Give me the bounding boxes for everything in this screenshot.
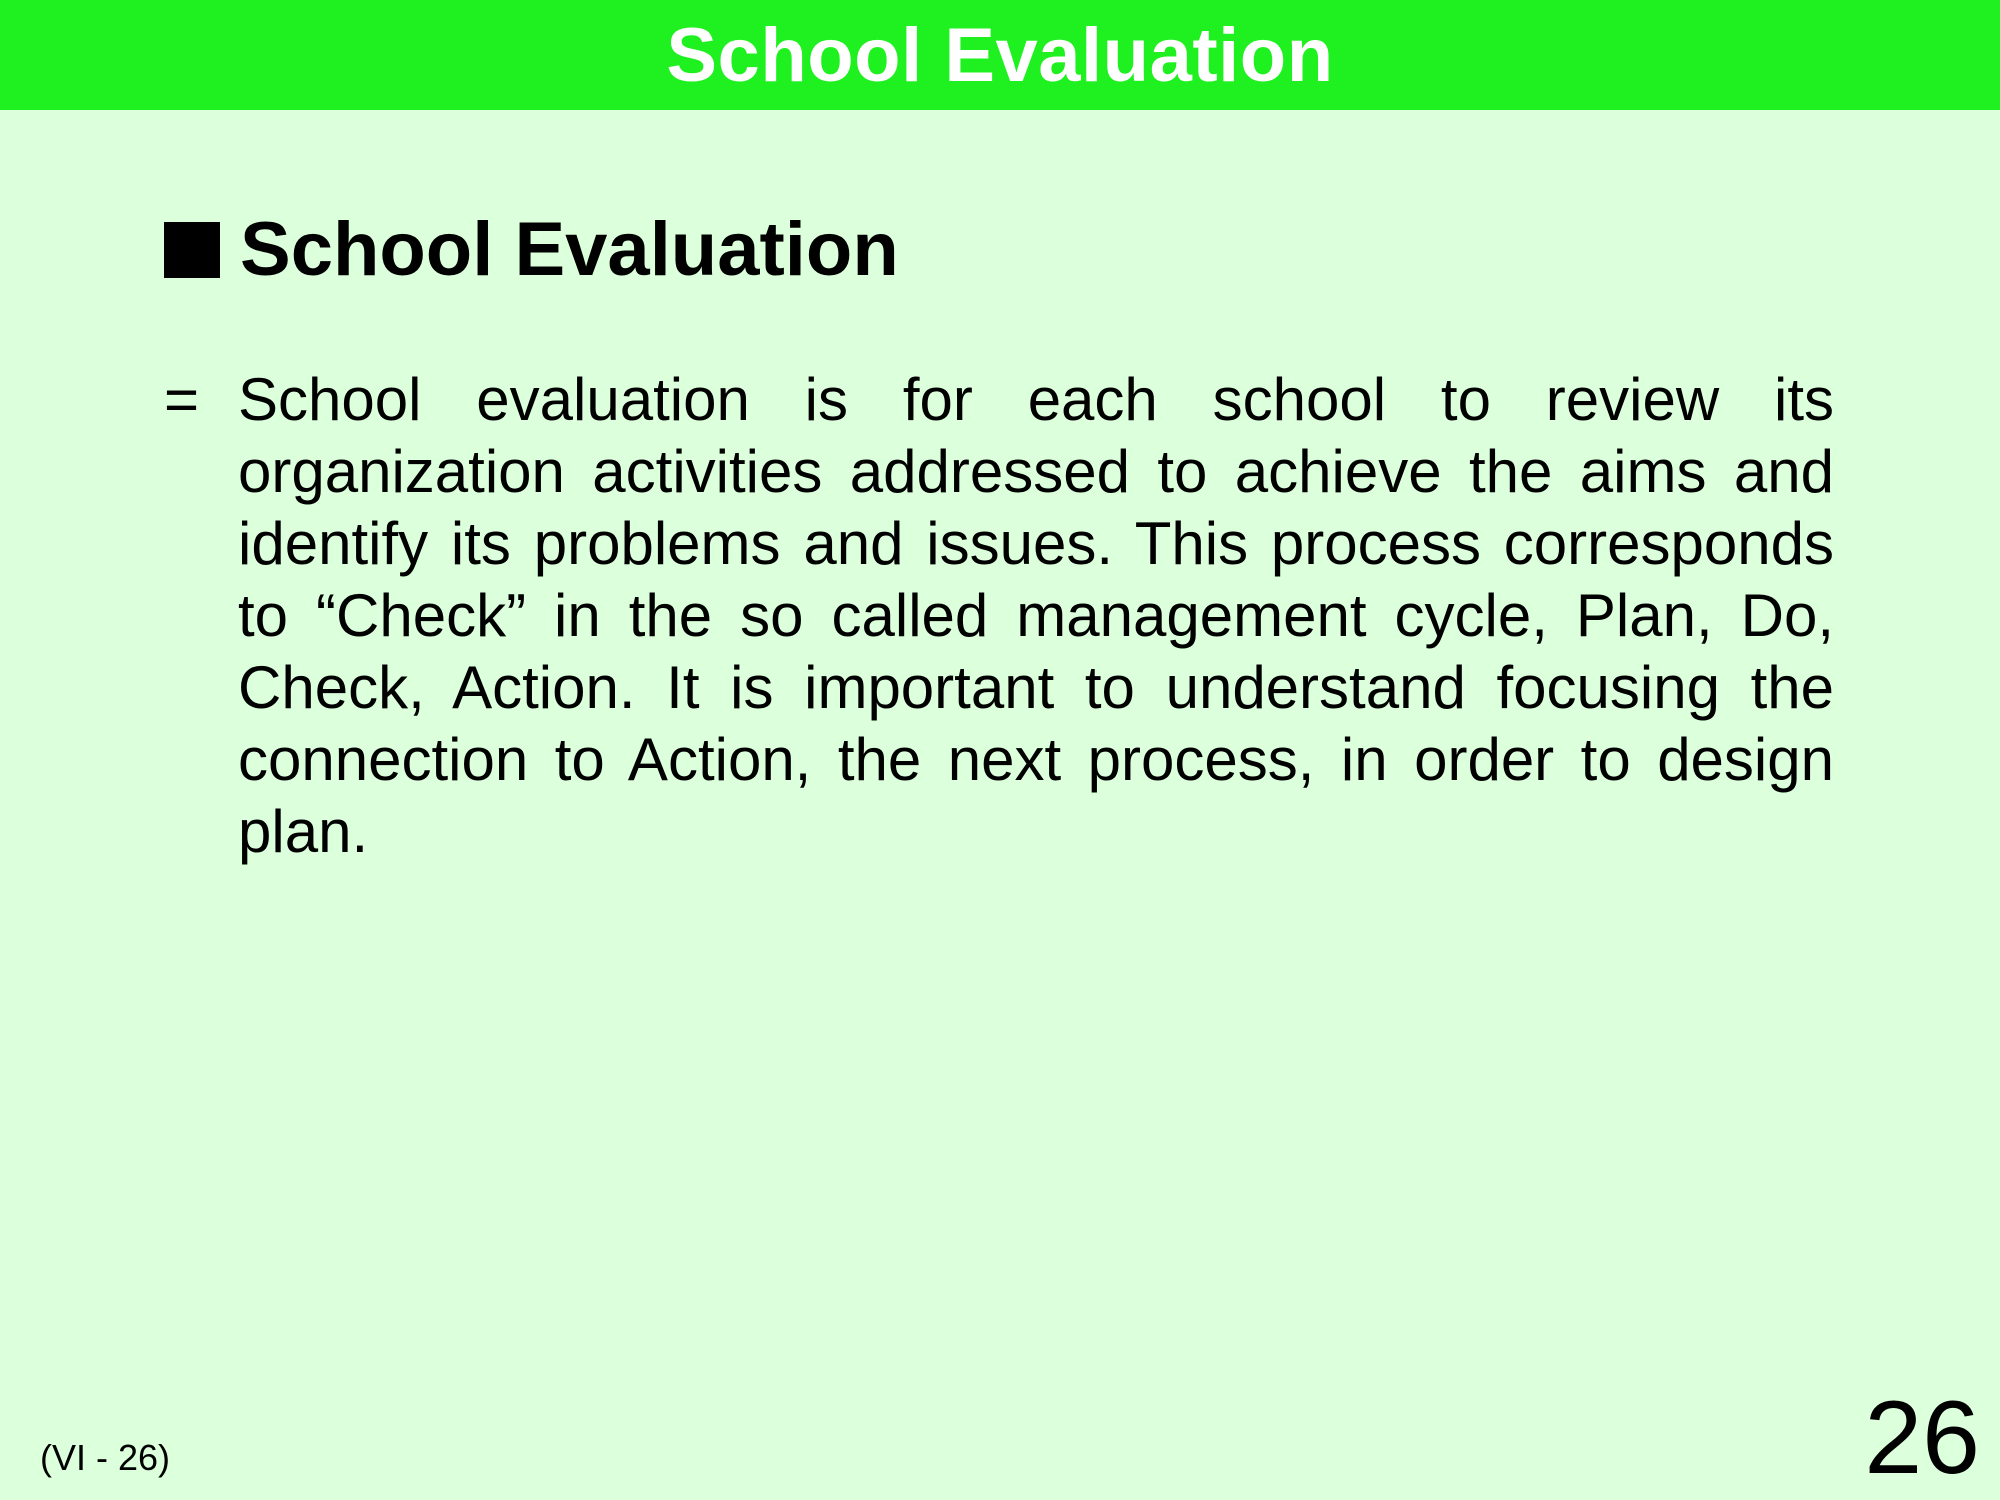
definition-text: School evaluation is for each school to review its organization activities addressed to achieve the aims and identify its problems and issues. This process corresponds to “Check” in the so called management cycle, Plan, Do, Check, Action. It is important to understand focusing the connection to Action, the next process, in order to design plan. xyxy=(238,366,1834,865)
section-heading xyxy=(164,205,899,295)
section-title: School Evaluation xyxy=(240,207,899,292)
slide-reference: (VI - 26) xyxy=(40,1437,171,1478)
header-bar xyxy=(0,0,2000,110)
definition-block xyxy=(164,364,1834,868)
black-square-icon xyxy=(164,222,220,278)
equals-marker: = xyxy=(164,366,200,433)
slide-title: School Evaluation xyxy=(666,13,1334,98)
page-number: 26 xyxy=(1864,1380,1980,1496)
